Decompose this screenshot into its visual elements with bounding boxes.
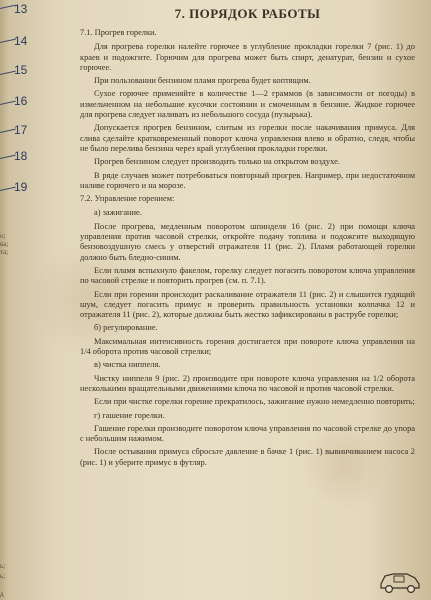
paragraph: Допускается прогрев бензином, слитым из горелки после накачивания примуса. Для слива сделайте кратковременный поворот ключа управления влево и обратно, следя, чтобы не было перелива бензина через край углубления прокладки горелки. (80, 123, 415, 153)
section-title: 7. ПОРЯДОК РАБОТЫ (174, 6, 321, 21)
paragraph: Чистку ниппеля 9 (рис. 2) производите при повороте ключа управления на 1/2 оборота несколькими вращательными движениями ключа по часовой и против часовой стрелки. (80, 373, 415, 393)
edge-fragment: д (0, 590, 4, 598)
list-item: в) чистка ниппеля. (94, 360, 161, 370)
paragraph: Гашение горелки производите поворотом ключа управления по часовой стрелке до упора с небольшим нажимом. (80, 423, 415, 444)
edge-fragment: ь; (0, 572, 6, 580)
paragraph: После остывания примуса сбросьте давление в бачке 1 (рис. 1) вывинчиванием насоса 2 (рис. 1) и уберите примус в футляр. (80, 447, 415, 467)
margin-number: 15 (14, 63, 28, 77)
margin-number: 14 (14, 34, 28, 48)
edge-fragment: та; (0, 248, 9, 256)
edge-fragment: о; (0, 232, 6, 240)
car-stamp-icon (377, 564, 423, 594)
paragraph: После прогрева, медленным поворотом шпинделя 16 (рис. 2) при помощи ключа управления против часовой стрелки, откройте подачу топлива и подожгите выходящую бензовоздушную смесь у отверстий отражателя 11 (рис. 2). Пламя работающей горелки должно быть бледно-синим. (80, 221, 415, 262)
paragraph: Для прогрева горелки налейте горючее в углубление прокладки горелки 7 (рис. 1) до краев и подожгите. Горючим для прогрева может быть спирт, денатурат, бензин и сухое горючее. (80, 42, 415, 72)
paragraph: Если при чистке горелки горение прекратилось, зажигание нужно немедленно повторить; (94, 397, 415, 407)
margin-number: 19 (14, 180, 28, 194)
binding-edge (0, 0, 10, 600)
edge-fragment: ь; (0, 562, 6, 570)
list-item: а) зажигание. (94, 208, 142, 218)
paragraph: В ряде случаев может потребоваться повторный прогрев. Например, при недостаточном наливе горючего и на морозе. (80, 170, 415, 190)
paragraph: При пользовании бензином пламя прогрева будет коптящим. (94, 76, 311, 86)
margin-number: 13 (14, 2, 28, 16)
margin-number: 18 (14, 149, 28, 163)
paragraph: Если при горении происходит раскаливание отражателя 11 (рис. 2) и слышится гудящий шум, следует погасить примус и проверить правильность установки колпачка 12 и отражателя 11 (рис. 2), которые должны быть жестко зафиксированы в раструбе горелки; (80, 289, 415, 320)
paragraph: Максимальная интенсивность горения достигается при повороте ключа управления на 1/4 оборота против часовой стрелки; (80, 336, 415, 357)
margin-number: 16 (14, 94, 28, 108)
document-body (80, 6, 415, 471)
list-item: г) гашение горелки. (94, 410, 165, 420)
list-item: б) регулирование. (94, 323, 158, 333)
paragraph: Если пламя вспыхнуло факелом, горелку следует погасить поворотом ключа управления по часовой стрелке и повторить прогрев (см. п. 7.1). (80, 265, 415, 286)
margin-number: 17 (14, 123, 28, 137)
paragraph: Сухое горючее применяйте в количестве 1—2 граммов (в зависимости от погоды) в измельченном на небольшие кусочки состоянии и смоченным в бензине. Жидкое горючее для прогрева следует наливать из небольшого сосуда (пузырька). (80, 89, 415, 120)
edge-fragment: ка; (0, 240, 9, 248)
subsection-heading: 7.2. Управление горением: (80, 194, 175, 204)
paragraph: Прогрев бензином следует производить только на открытом воздухе. (94, 157, 340, 167)
subsection-heading: 7.1. Прогрев горелки. (80, 28, 157, 37)
